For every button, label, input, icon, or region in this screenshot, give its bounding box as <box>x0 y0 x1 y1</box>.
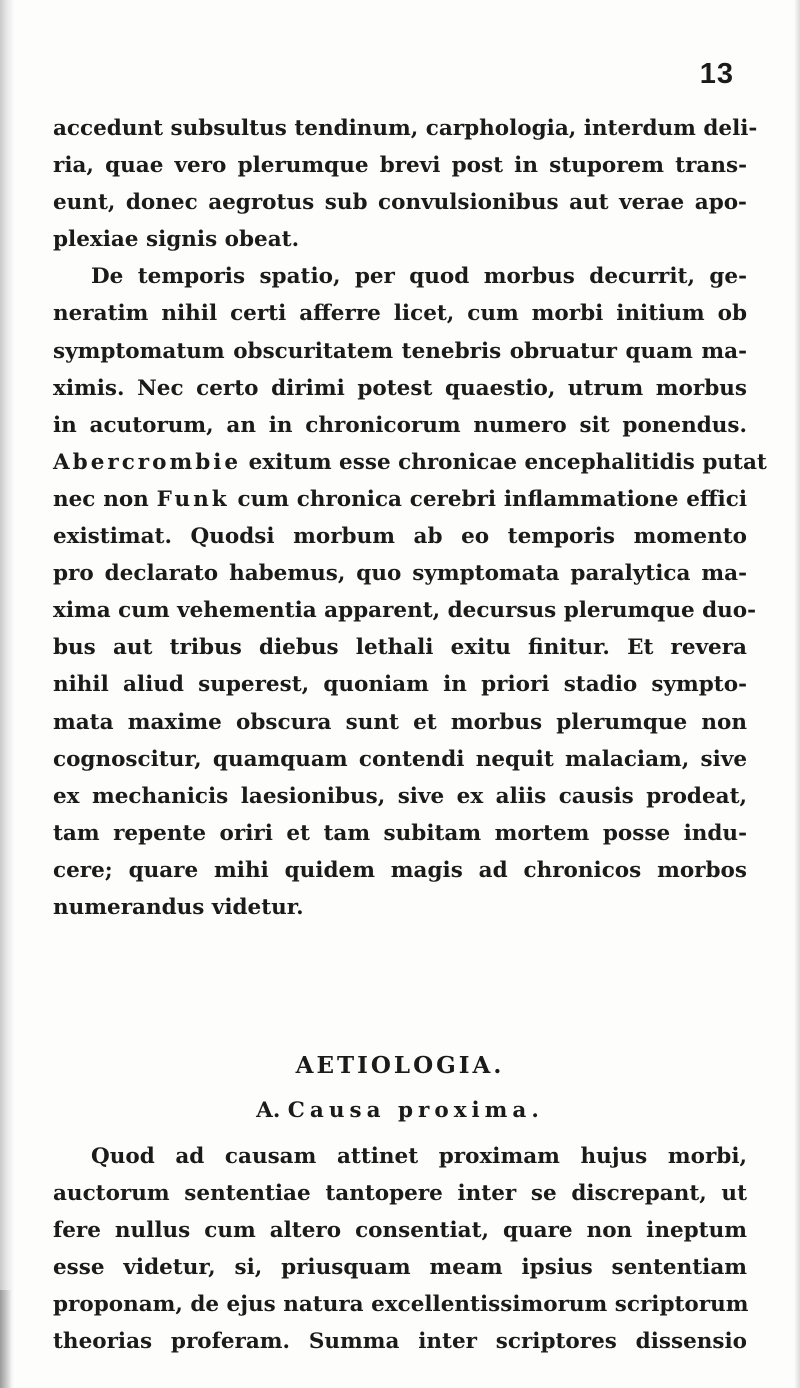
text-line: theorias proferam. Summa inter scriptores dissensio <box>53 1329 747 1355</box>
subsection-title: Causa proxima. <box>287 1098 544 1123</box>
text-line: tam repente oriri et tam subitam mortem posse indu- <box>53 820 747 846</box>
author-name-funk: Funk <box>156 486 230 512</box>
text-line: ex mechanicis laesionibus, sive ex aliis causis prodeat, <box>53 783 747 809</box>
text-line: in acutorum, an in chronicorum numero sit ponendus. <box>53 412 747 438</box>
subsection-prefix: A. <box>256 1098 288 1123</box>
text-line: xima cum vehementia apparent, decursus plerumque duo- <box>53 598 757 624</box>
text-line: Quod ad causam attinet proximam hujus morbi, <box>91 1144 747 1169</box>
text-line: accedunt subsultus tendinum, carphologia, interdum deli- <box>53 116 758 141</box>
text-line: auctorum sententiae tantopere inter se discrepant, ut <box>53 1181 747 1207</box>
text-fragment: exitum esse chronicae encephalitidis putat <box>241 449 767 475</box>
text-line: De temporis spatio, per quod morbus decurrit, ge- <box>91 264 747 290</box>
text-line: bus aut tribus diebus lethali exitu finitur. Et revera <box>53 635 747 661</box>
body-text-upper <box>53 110 767 926</box>
page-right-edge <box>794 0 800 1388</box>
text-line: pro declarato habemus, quo symptomata paralytica ma- <box>53 561 747 587</box>
text-line: numerandus videtur. <box>53 894 304 920</box>
text-line: proponam, de ejus natura excellentissimorum scriptorum <box>53 1292 749 1318</box>
author-name-abercrombie: Abercrombie <box>53 449 242 475</box>
text-line: nihil aliud superest, quoniam in priori stadio sympto- <box>53 672 747 698</box>
text-line: eunt, donec aegrotus sub convulsionibus aut verae apo- <box>53 190 747 216</box>
text-line-abercrombie <box>53 444 767 481</box>
text-line: ximis. Nec certo dirimi potest quaestio, utrum morbus <box>53 375 747 401</box>
text-line: existimat. Quodsi morbum ab eo temporis momento <box>53 524 747 550</box>
body-text-lower <box>53 1138 747 1361</box>
text-line: neratim nihil certi afferre licet, cum morbi initium ob <box>53 301 747 327</box>
section-heading: AETIOLOGIA. <box>295 1052 505 1079</box>
text-line: symptomatum obscuritatem tenebris obruatur quam ma- <box>53 338 747 364</box>
subsection-heading <box>0 1098 800 1123</box>
text-line: mata maxime obscura sunt et morbus plerumque non <box>53 709 747 735</box>
page-spine-binding <box>0 1290 12 1388</box>
text-line: plexiae signis obeat. <box>53 227 300 253</box>
page-spine-shadow <box>0 0 14 1388</box>
text-line: cognoscitur, quamquam contendi nequit malaciam, sive <box>53 746 747 772</box>
text-line: cere; quare mihi quidem magis ad chronicos morbos <box>53 857 747 883</box>
page-number: 13 <box>699 58 734 90</box>
text-line: ria, quae vero plerumque brevi post in stuporem trans- <box>53 153 747 179</box>
text-line-funk <box>53 481 747 518</box>
text-line: fere nullus cum altero consentiat, quare non ineptum <box>53 1218 747 1244</box>
text-fragment: nec non <box>53 486 157 512</box>
text-fragment: cum chronica cerebri inflammatione effici <box>229 486 747 512</box>
text-line: esse videtur, si, priusquam meam ipsius sententiam <box>53 1255 747 1281</box>
